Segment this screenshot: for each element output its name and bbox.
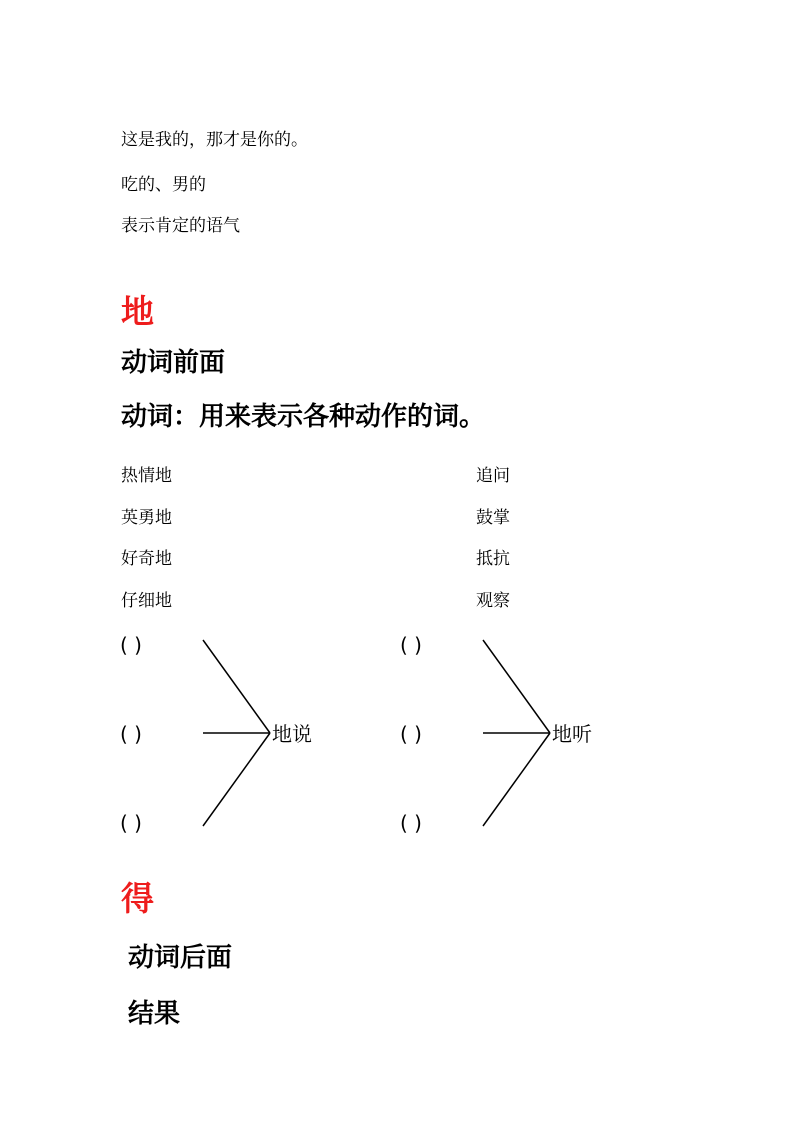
right-word-2: 鼓掌 (476, 508, 510, 528)
diagram-left-line-top (203, 640, 270, 733)
right-word-3: 抵抗 (476, 549, 510, 569)
di-title: 地 (121, 292, 154, 331)
diagram-right-bracket-2: ( ) (400, 722, 422, 746)
diagram-left-line-bottom (203, 733, 270, 826)
left-word-4: 仔细地 (121, 591, 172, 611)
di-heading-2: 动词：用来表示各种动作的词。 (121, 402, 486, 432)
left-word-3: 好奇地 (121, 549, 172, 569)
diagram-left (120, 633, 312, 835)
diagram-right-line-top (483, 640, 550, 733)
right-word-4: 观察 (476, 591, 510, 611)
diagram-right (400, 633, 592, 835)
left-word-1: 热情地 (121, 466, 172, 486)
de-heading-1: 动词后面 (128, 943, 233, 973)
intro-line-2: 吃的、男的 (121, 175, 206, 195)
diagram-right-target: 地听 (552, 722, 592, 746)
diagram-left-bracket-2: ( ) (120, 722, 142, 746)
intro-line-3: 表示肯定的语气 (121, 216, 240, 236)
diagram-left-target: 地说 (272, 722, 312, 746)
diagram-right-line-bottom (483, 733, 550, 826)
right-word-1: 追问 (476, 466, 510, 486)
diagram-left-bracket-3: ( ) (120, 811, 142, 835)
intro-line-1: 这是我的，那才是你的。 (121, 130, 308, 150)
diagram-right-bracket-1: ( ) (400, 633, 422, 657)
diagram-left-bracket-1: ( ) (120, 633, 142, 657)
di-heading-1: 动词前面 (121, 348, 226, 378)
left-word-2: 英勇地 (121, 508, 172, 528)
diagram-right-bracket-3: ( ) (400, 811, 422, 835)
de-title: 得 (121, 879, 154, 918)
de-heading-2: 结果 (128, 999, 181, 1029)
